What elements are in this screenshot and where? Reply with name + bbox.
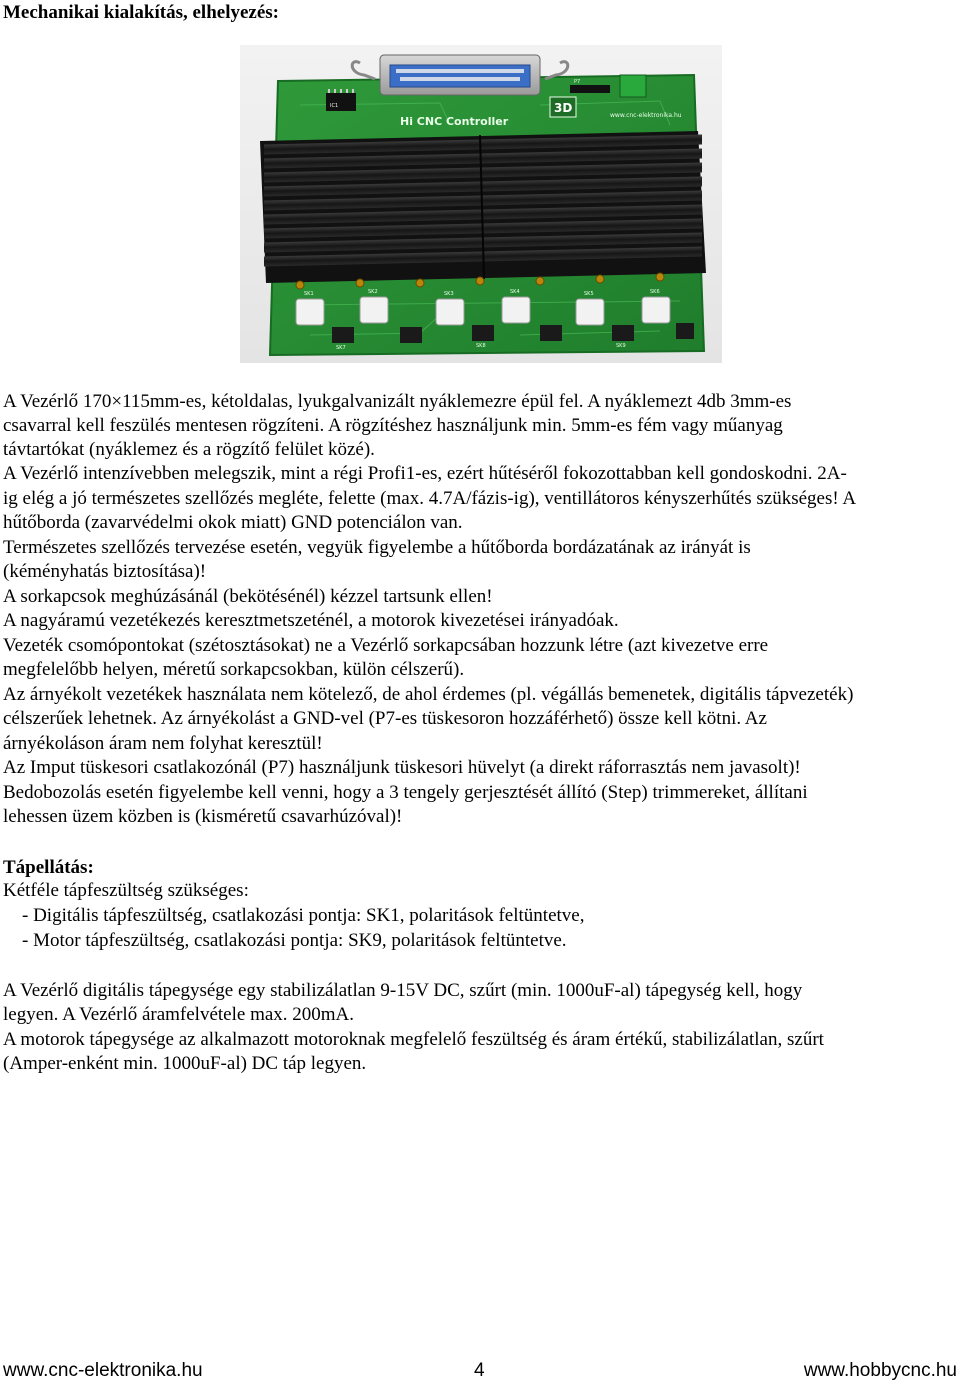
board-title-text: Hi CNC Controller — [400, 115, 509, 128]
power-list-item: - Digitális tápfeszültség, csatlakozási pontja: SK1, polaritások feltüntetve, — [22, 905, 585, 926]
power-list-item: - Motor tápfeszültség, csatlakozási pontja: SK9, polaritások feltüntetve. — [22, 930, 567, 951]
text-line: hűtőborda (zavarvédelmi okok miatt) GND potenciálon van. — [3, 512, 463, 533]
board-badge-text: 3D — [554, 101, 573, 115]
section-heading-power: Tápellátás: — [3, 857, 94, 878]
power-intro: Kétféle tápfeszültség szükséges: — [3, 880, 249, 901]
heatsink — [260, 131, 706, 283]
chip-label: P7 — [574, 79, 581, 85]
text-line: ig elég a jó természetes szellőzés megléte, felette (max. 4.7A/fázis-ig), ventillátoros kényszerhűtés szükséges! A — [3, 488, 857, 509]
text-line: távtartókat (nyáklemez és a rögzítő felület közé). — [3, 439, 375, 460]
connector-label: SK1 — [304, 291, 314, 297]
board-url-text: www.cnc-elektronika.hu — [610, 112, 682, 119]
text-line: Természetes szellőzés tervezése esetén, vegyük figyelembe a hűtőborda bordázatának az irányát is — [3, 537, 751, 558]
text-line: A sorkapcsok meghúzásánál (bekötésénél) kézzel tartsunk ellen! — [3, 586, 493, 607]
text-line: A Vezérlő digitális tápegysége egy stabilizálatlan 9-15V DC, szűrt (min. 1000uF-al) tápegység kell, hogy — [3, 980, 803, 1001]
connector-label: SK5 — [584, 291, 594, 297]
text-line: csavarral kell feszülés mentesen rögzíteni. A rögzítéshez használjunk min. 5mm-es fém vagy műanyag — [3, 415, 783, 436]
text-line: Vezeték csomópontokat (szétosztásokat) ne a Vezérlő sorkapcsában hozzunk létre (azt kivezetve erre — [3, 635, 769, 656]
text-line: A motorok tápegysége az alkalmazott motoroknak megfelelő feszültség és áram értékű, stabilizálatlan, szűrt — [3, 1029, 824, 1050]
text-line: célszerűek lehetnek. Az árnyékolást a GND-vel (P7-es tüskesoron hozzáférhető) össze kell kötni. Az — [3, 708, 767, 729]
text-line: (Amper-enként min. 1000uF-al) DC táp legyen. — [3, 1053, 367, 1074]
connector-label: SK7 — [336, 345, 346, 351]
page-number: 4 — [474, 1360, 485, 1381]
board-photo-svg — [240, 45, 722, 363]
section-heading-mechanical: Mechanikai kialakítás, elhelyezés: — [3, 2, 280, 23]
connector-label: SK6 — [650, 289, 660, 295]
text-line: Az Imput tüskesori csatlakozónál (P7) használjunk tüskesori hüvelyt (a direkt ráforrasztás nem javasolt)! — [3, 757, 801, 778]
connector-label: SK9 — [616, 343, 626, 349]
connector-label: SK8 — [476, 343, 486, 349]
text-line: A nagyáramú vezetékezés keresztmetszeténél, a motorok kivezetései irányadóak. — [3, 610, 619, 631]
text-line: A Vezérlő 170×115mm-es, kétoldalas, lyukgalvanizált nyáklemezre épül fel. A nyáklemezt 4db 3mm-es — [3, 391, 792, 412]
text-line: Bedobozolás esetén figyelembe kell venni, hogy a 3 tengely gerjesztését állító (Step) trimmereket, állítani — [3, 782, 808, 803]
text-line: megfelelőbb helyen, méretű sorkapcsokban, külön célszerű). — [3, 659, 465, 680]
connector-label: SK2 — [368, 289, 378, 295]
connector-label: SK4 — [510, 289, 520, 295]
footer-right-url[interactable]: www.hobbycnc.hu — [803, 1360, 957, 1381]
board-photo — [240, 45, 722, 363]
text-line: A Vezérlő intenzívebben melegszik, mint a régi Profi1-es, ezért hűtéséről fokozottabban kell gondoskodni. 2A- — [3, 463, 847, 484]
footer-left-url[interactable]: www.cnc-elektronika.hu — [3, 1360, 203, 1381]
text-line: lehessen üzem közben is (kisméretű csavarhúzóval)! — [3, 806, 403, 827]
text-line: (kéményhatás biztosítása)! — [3, 561, 207, 582]
chip-label: IC1 — [330, 103, 339, 109]
connector-label: SK3 — [444, 291, 454, 297]
text-line: árnyékoláson áram nem folyhat keresztül! — [3, 733, 323, 754]
text-line: legyen. A Vezérlő áramfelvétele max. 200mA. — [3, 1004, 355, 1025]
dsub-connector — [352, 55, 568, 95]
text-line: Az árnyékolt vezetékek használata nem kötelező, de ahol érdemes (pl. végállás bemenetek, digitális tápvezeték) — [3, 684, 854, 705]
